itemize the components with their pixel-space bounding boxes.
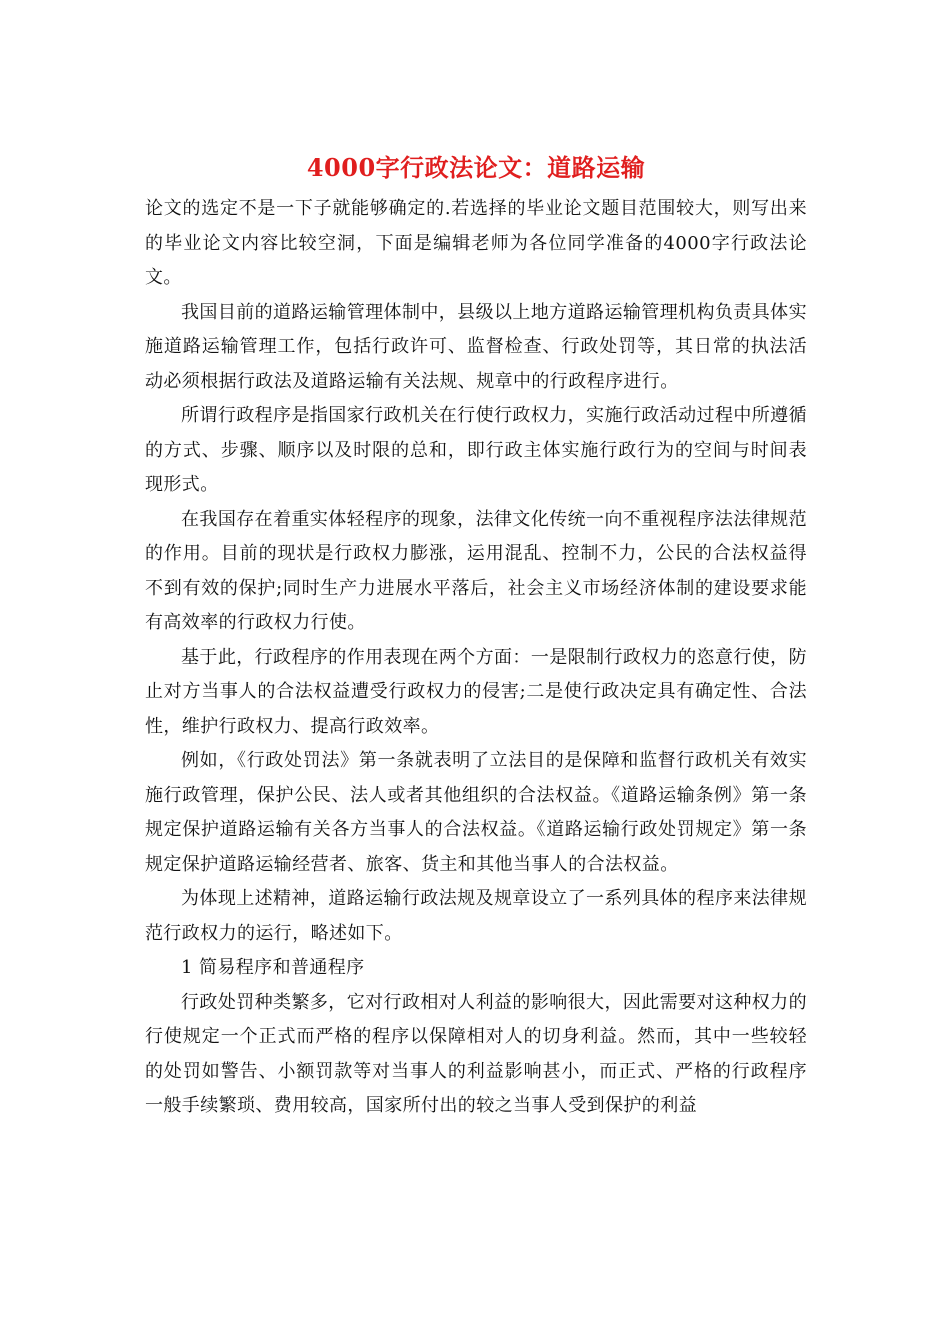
paragraph-intro: 论文的选定不是一下子就能够确定的.若选择的毕业论文题目范围较大，则写出来的毕业论文内容比较空洞，下面是编辑老师为各位同学准备的4000字行政法论文。 xyxy=(145,198,807,288)
paragraph: 基于此，行政程序的作用表现在两个方面：一是限制行政权力的恣意行使，防止对方当事人的合法权益遭受行政权力的侵害;二是使行政决定具有确定性、合法性，维护行政权力、提高行政效率。 xyxy=(145,646,807,737)
document-title: 4000字行政法论文：道路运输 xyxy=(306,153,646,182)
paragraph: 为体现上述精神，道路运输行政法规及规章设立了一系列具体的程序来法律规范行政权力的运行，略述如下。 xyxy=(145,888,807,944)
paragraph: 行政处罚种类繁多，它对行政相对人利益的影响很大，因此需要对这种权力的行使规定一个正式而严格的程序以保障相对人的切身利益。然而，其中一些较轻的处罚如警告、小额罚款等对当事人的利益影响甚小，而正式、严格的行政程序一般手续繁琐、费用较高，国家所付出的较之当事人受到保护的利益 xyxy=(145,991,807,1116)
paragraph: 所谓行政程序是指国家行政机关在行使行政权力，实施行政活动过程中所遵循的方式、步骤、顺序以及时限的总和，即行政主体实施行政行为的空间与时间表现形式。 xyxy=(145,405,807,495)
paragraph: 例如，《行政处罚法》第一条就表明了立法目的是保障和监督行政机关有效实施行政管理，保护公民、法人或者其他组织的合法权益。《道路运输条例》第一条规定保护道路运输有关各方当事人的合法权益。《道路运输行政处罚规定》第一条规定保护道路运输经营者、旅客、货主和其他当事人的合法权益。 xyxy=(145,750,807,875)
paragraph: 在我国存在着重实体轻程序的现象，法律文化传统一向不重视程序法法律规范的作用。目前的现状是行政权力膨涨，运用混乱、控制不力，公民的合法权益得不到有效的保护;同时生产力进展水平落后，社会主义市场经济体制的建设要求能有高效率的行政权力行使。 xyxy=(145,508,807,633)
paragraph: 我国目前的道路运输管理体制中，县级以上地方道路运输管理机构负责具体实施道路运输管理工作，包括行政许可、监督检查、行政处罚等，其日常的执法活动必须根据行政法及道路运输有关法规、规章中的行政程序进行。 xyxy=(145,301,807,392)
section-heading: 1 简易程序和普通程序 xyxy=(181,957,365,978)
document-body xyxy=(145,150,807,1124)
